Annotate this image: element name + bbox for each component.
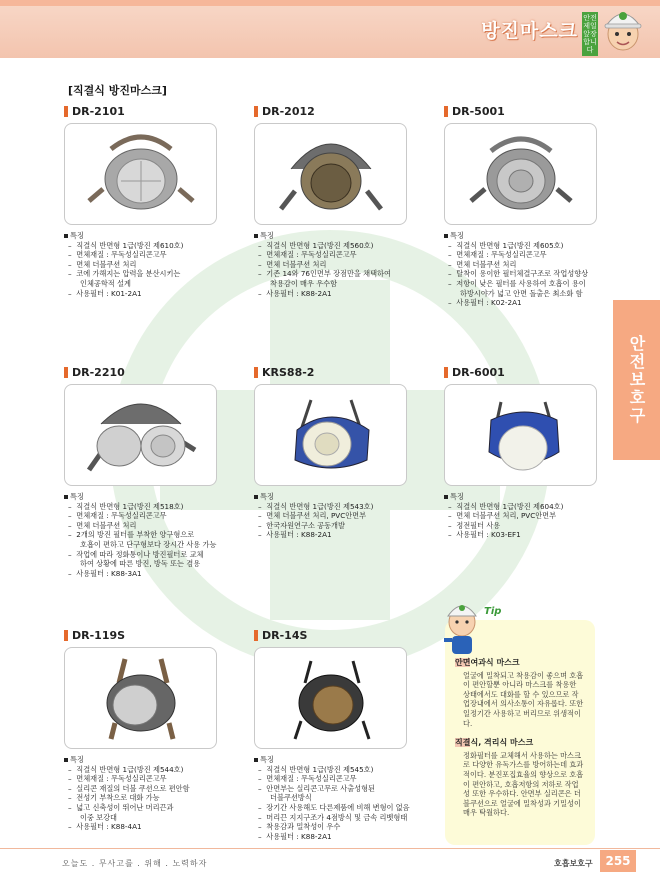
product-card [254, 628, 414, 841]
product-label: DR-14S [254, 628, 414, 642]
feature-item: – 면체재질 : 무독성실리콘고무 [68, 511, 167, 521]
product-label: DR-2210 [64, 365, 224, 379]
feature-item: – 장기간 사용해도 다른제품에 비해 변형이 없음 [258, 802, 410, 812]
dust-mask-image [271, 129, 391, 219]
feature-item: – 면체재질 : 무독성실리콘고무 [68, 774, 167, 784]
tip-section [455, 658, 585, 728]
product-photo [444, 384, 597, 486]
feature-list: 특징 – 직결식 반면형 1급(방진 제545호) – 면체재질 : 무독성실리콘고무 – 안면부는 실리콘고무로 사출성형된 더블쿠션방식 – 장기간 사용해도 다른제품에 비해 변형이 없음 – 머리끈 지지구조가 4점방식 및 금속 리벳형태 – 착용감과 밀착성이 우수 – 사용필터 : K88-2A1 [254, 755, 414, 841]
feature-item: – 직결식 반면형 1급(방진 제543호) [258, 501, 374, 511]
feature-list: 특징 – 직결식 반면형 1급(방진 제604호) – 면체 더블쿠션 처리, PVC안면부 – 정전필터 사용 – 사용필터 : K03-EF1 [444, 492, 604, 540]
feature-item: – 2개의 방진 필터를 부착한 양구형으로 호흡이 편하고 단구형보다 장시간 사용 가능 [68, 530, 217, 549]
feature-list: 특징 – 직결식 반면형 1급(방진 제544호) – 면체재질 : 무독성실리콘고무 – 실리콘 재질의 더블 쿠션으로 편안함 – 전성기 부착으로 대화 가능 – 넓고 신축성이 뛰어난 머리끈과 이중 보강대 – 사용필터 : K88-4A1 [64, 755, 224, 832]
feature-item: – 직결식 반면형 1급(방진 제545호) [258, 764, 374, 774]
product-label: DR-2101 [64, 104, 224, 118]
tip-section-body: 정화필터를 교체해서 사용하는 마스크로 다양한 유독가스를 방어하는데 효과적이다. 분진포집효율의 향상으로 호흡이 편안하고, 호흡저항의 저하로 작업성 또한 우수하다. 안면부 실리콘은 더블쿠션으로 얼굴에 밀착성과 기밀성이 매우 탁월하다. [463, 750, 584, 818]
page-header [0, 0, 660, 58]
product-photo [254, 384, 407, 486]
tip-section-title: 안면여과식 마스크 [455, 658, 520, 667]
feature-item: – 직결식 반면형 1급(방진 제544호) [68, 764, 184, 774]
feature-item: – 사용필터 : K88-2A1 [258, 530, 332, 540]
feature-item: – 사용필터 : K02-2A1 [448, 298, 522, 308]
feature-item: – 사용필터 : K01-2A1 [68, 288, 142, 298]
tip-section [455, 738, 585, 818]
product-photo [64, 123, 217, 225]
product-label: KRS88-2 [254, 365, 414, 379]
feature-item: – 면체 더블쿠션 처리 [68, 259, 137, 269]
safety-badge: 안전제일 앞장합니다 [583, 14, 597, 54]
feature-item: – 작업에 따라 정화통이나 방진필터로 교체 하여 상황에 따른 방진, 방독 또는 겸용 [68, 549, 204, 569]
feature-item: – 사용필터 : K88-2A1 [258, 288, 332, 298]
tip-word: Tip [484, 606, 502, 617]
product-label: DR-2012 [254, 104, 414, 118]
product-card [64, 628, 224, 832]
dust-mask-image [81, 129, 201, 219]
worker-mascot-icon [600, 4, 646, 54]
feature-item: – 면체재질 : 무독성실리콘고무 [448, 250, 547, 260]
feature-item: – 한국자원연구소 공동개발 [258, 520, 345, 530]
feature-item: – 넓고 신축성이 뛰어난 머리끈과 이중 보강대 [68, 802, 174, 822]
feature-item: – 직결식 반면형 1급(방진 제604호) [448, 501, 564, 511]
product-card [444, 104, 604, 308]
feature-list: 특징 – 직결식 반면형 1급(방진 제605호) – 면체재질 : 무독성실리콘고무 – 면체 더블쿠션 처리 – 탈착이 용이한 필터체결구조로 작업성향상 – 저항이 낮은 필터를 사용하여 호흡이 용이 하방시야가 넓고 안면 돌출은 최소화 함 – 사용필터 : K02-2A1 [444, 231, 604, 308]
feature-item: – 머리끈 지지구조가 4점방식 및 금속 리벳형태 [258, 812, 408, 822]
footer-line [0, 848, 660, 849]
product-photo [64, 647, 217, 749]
feature-item: – 면체 더블쿠션 처리 [258, 259, 327, 269]
page-title: 방진마스크 [481, 20, 578, 42]
category-side-tab: 안전보호구 [613, 300, 660, 460]
product-photo [444, 123, 597, 225]
feature-item: – 면체재질 : 무독성실리콘고무 [258, 774, 357, 784]
product-photo [64, 384, 217, 486]
product-label: DR-5001 [444, 104, 604, 118]
feature-item: – 면체 더블쿠션 처리, PVC안면부 [258, 511, 367, 521]
dust-mask-image [81, 390, 201, 480]
product-card [64, 365, 224, 578]
product-card [254, 365, 414, 540]
feature-list: 특징 – 직결식 반면형 1급(방진 제610호) – 면체재질 : 무독성실리콘고무 – 면체 더블쿠션 처리 – 코에 가해지는 압력을 분산시키는 인체공학적 설계 – 사용필터 : K01-2A1 [64, 231, 224, 298]
feature-list: 특징 – 직결식 반면형 1급(방진 제543호) – 면체 더블쿠션 처리, PVC안면부 – 한국자원연구소 공동개발 – 사용필터 : K88-2A1 [254, 492, 414, 540]
feature-item: – 직결식 반면형 1급(방진 제560호) [258, 240, 374, 250]
page-number: 255 [600, 850, 636, 872]
feature-item: – 직결식 반면형 1급(방진 제610호) [68, 240, 184, 250]
feature-item: – 사용필터 : K88-4A1 [68, 822, 142, 832]
tip-mascot-icon [440, 600, 484, 658]
feature-item: – 기존 14와 76인면부 장점만을 채택하여 착용감이 매우 우수함 [258, 269, 391, 288]
feature-item: – 직결식 반면형 1급(방진 제605호) [448, 240, 564, 250]
tip-section-title: 직결식, 격리식 마스크 [455, 738, 534, 748]
footer-slogan: 오늘도 . 무사고를 . 위해 . 노력하자 [62, 859, 208, 868]
feature-item: – 면체 더블쿠션 처리 [68, 520, 137, 530]
feature-item: – 면체재질 : 무독성실리콘고무 [68, 250, 167, 260]
dust-mask-image [461, 390, 581, 480]
feature-item: – 실리콘 재질의 더블 쿠션으로 편안함 [68, 783, 190, 793]
product-card [444, 365, 604, 540]
feature-item: – 전성기 부착으로 대화 가능 [68, 793, 160, 803]
product-card [254, 104, 414, 298]
dust-mask-image [271, 390, 391, 480]
feature-item: – 탈착이 용이한 필터체결구조로 작업성향상 [448, 269, 589, 279]
dust-mask-image [271, 653, 391, 743]
product-label: DR-119S [64, 628, 224, 642]
product-card [64, 104, 224, 298]
header-top-band [0, 0, 660, 6]
footer-category: 호흡보호구 [554, 859, 593, 868]
dust-mask-image [461, 129, 581, 219]
feature-item: – 정전필터 사용 [448, 520, 501, 530]
feature-item: – 면체 더블쿠션 처리 [448, 259, 517, 269]
feature-item: – 사용필터 : K88-3A1 [68, 568, 142, 578]
feature-item: – 코에 가해지는 압력을 분산시키는 인체공학적 설계 [68, 269, 181, 288]
feature-list: 특징 – 직결식 반면형 1급(방진 제518호) – 면체재질 : 무독성실리콘고무 – 면체 더블쿠션 처리 – 2개의 방진 필터를 부착한 양구형으로 호흡이 편하고 단구형보다 장시간 사용 가능 – 작업에 따라 정화통이나 방진필터로 교체 하여 상황에 따른 방진, 방독 또는 겸용 – 사용필터 : K88-3A1 [64, 492, 224, 578]
feature-item: – 면체 더블쿠션 처리, PVC안면부 [448, 511, 557, 521]
product-photo [254, 123, 407, 225]
feature-item: – 사용필터 : K88-2A1 [258, 831, 332, 841]
feature-item: – 저항이 낮은 필터를 사용하여 호흡이 용이 하방시야가 넓고 안면 돌출은 최소화 함 [448, 278, 586, 298]
product-photo [254, 647, 407, 749]
feature-item: – 착용감과 밀착성이 우수 [258, 822, 341, 832]
feature-item: – 직결식 반면형 1급(방진 제518호) [68, 501, 184, 511]
feature-item: – 사용필터 : K03-EF1 [448, 530, 521, 540]
section-heading: [직결식 방진마스크] [68, 84, 167, 97]
feature-item: – 안면부는 실리콘고무로 사출성형된 더블쿠션방식 [258, 783, 376, 803]
product-label: DR-6001 [444, 365, 604, 379]
feature-item: – 면체재질 : 무독성실리콘고무 [258, 250, 357, 260]
tip-section-body: 얼굴에 밀착되고 착용감이 좋으며 호흡이 편안할뿐 아니라 마스크를 착용한 상태에서도 대화를 할 수 있으므로 작업장내에서 의사소통이 자유롭다. 또한 일정기간 사용하고 버리므로 위생적이다. [463, 670, 584, 728]
dust-mask-image [81, 653, 201, 743]
feature-list: 특징 – 직결식 반면형 1급(방진 제560호) – 면체재질 : 무독성실리콘고무 – 면체 더블쿠션 처리 – 기존 14와 76인면부 장점만을 채택하여 착용감이 매우 우수함 – 사용필터 : K88-2A1 [254, 231, 414, 298]
